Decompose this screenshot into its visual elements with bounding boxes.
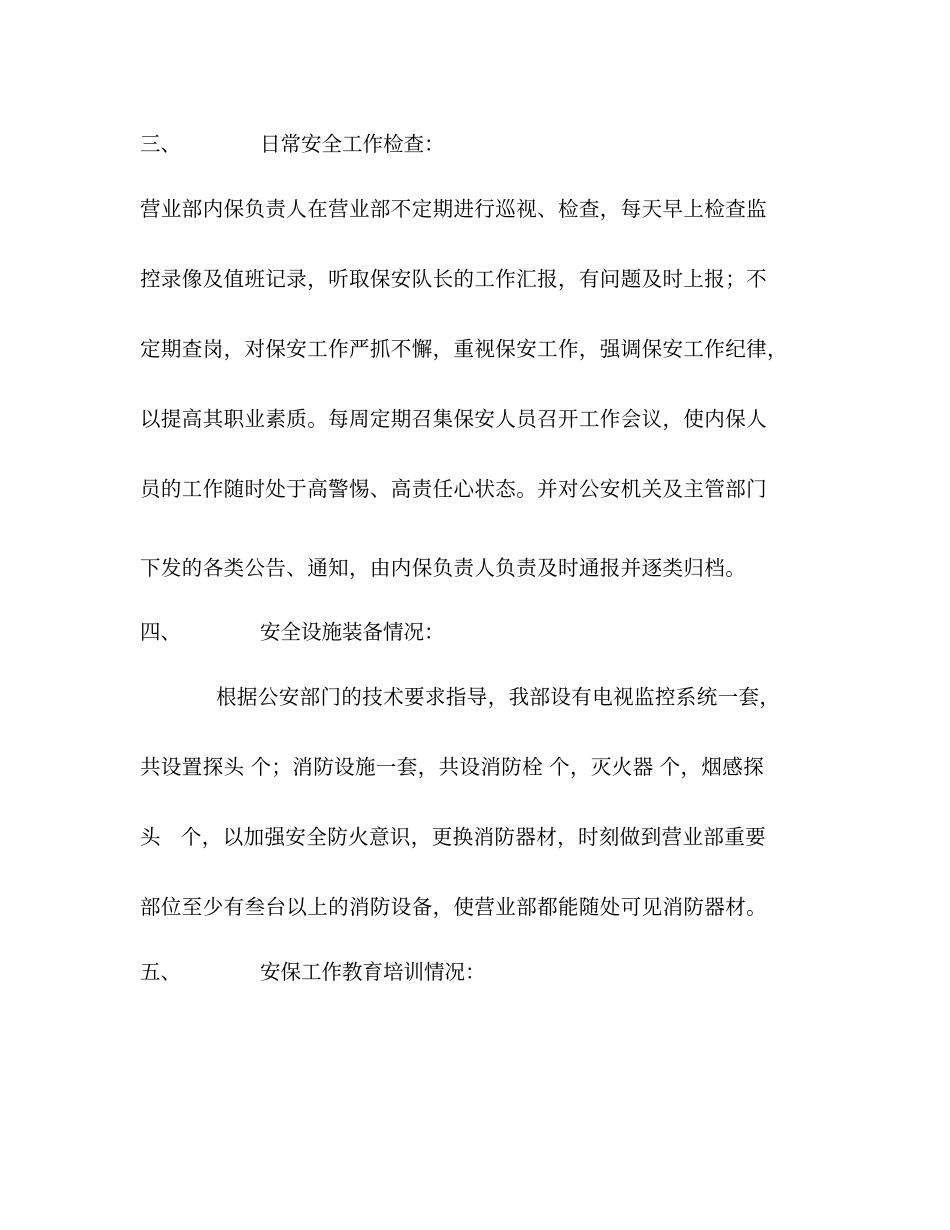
paragraph-line: 根据公安部门的技术要求指导，我部设有电视监控系统一套， [216,685,781,709]
text-segment: 个，以加强安全防火意识，更换消防器材，时刻做到营业部重要 [180,825,767,849]
paragraph-line [140,824,820,850]
paragraph-line: 控录像及值班记录，听取保安队长的工作汇报，有问题及时上报；不 [140,267,767,291]
section-number: 四、 [140,620,181,644]
section-title: 日常安全工作检查： [260,132,445,156]
text-segment: 头 [140,825,161,849]
text-segment: 个，灭火器 [549,755,654,779]
text-segment: 个，烟感探 [659,755,765,779]
paragraph-line: 下发的各类公告、通知，由内保负责人负责及时通报并逐类归档。 [140,556,747,580]
section-number: 三、 [140,132,181,156]
section-number: 五、 [140,960,181,984]
paragraph-line: 部位至少有叁台以上的消防设备，使营业部都能随处可见消防器材。 [140,895,767,919]
paragraph-line: 以提高其职业素质。每周定期召集保安人员召开工作会议，使内保人 [140,407,767,431]
section-title: 安保工作教育培训情况： [260,960,486,984]
paragraph-line [140,754,820,780]
paragraph-line: 员的工作随时处于高警惕、高责任心状态。并对公安机关及主管部门 [140,477,767,501]
paragraph-line: 定期查岗，对保安工作严抓不懈，重视保安工作，强调保安工作纪律， [140,337,788,361]
text-segment: 共设置探头 [140,755,245,779]
text-segment: 个；消防设施一套，共设消防栓 [250,755,544,779]
paragraph-line: 营业部内保负责人在营业部不定期进行巡视、检查，每天早上检查监 [140,197,767,221]
section-title: 安全设施装备情况： [260,620,445,644]
